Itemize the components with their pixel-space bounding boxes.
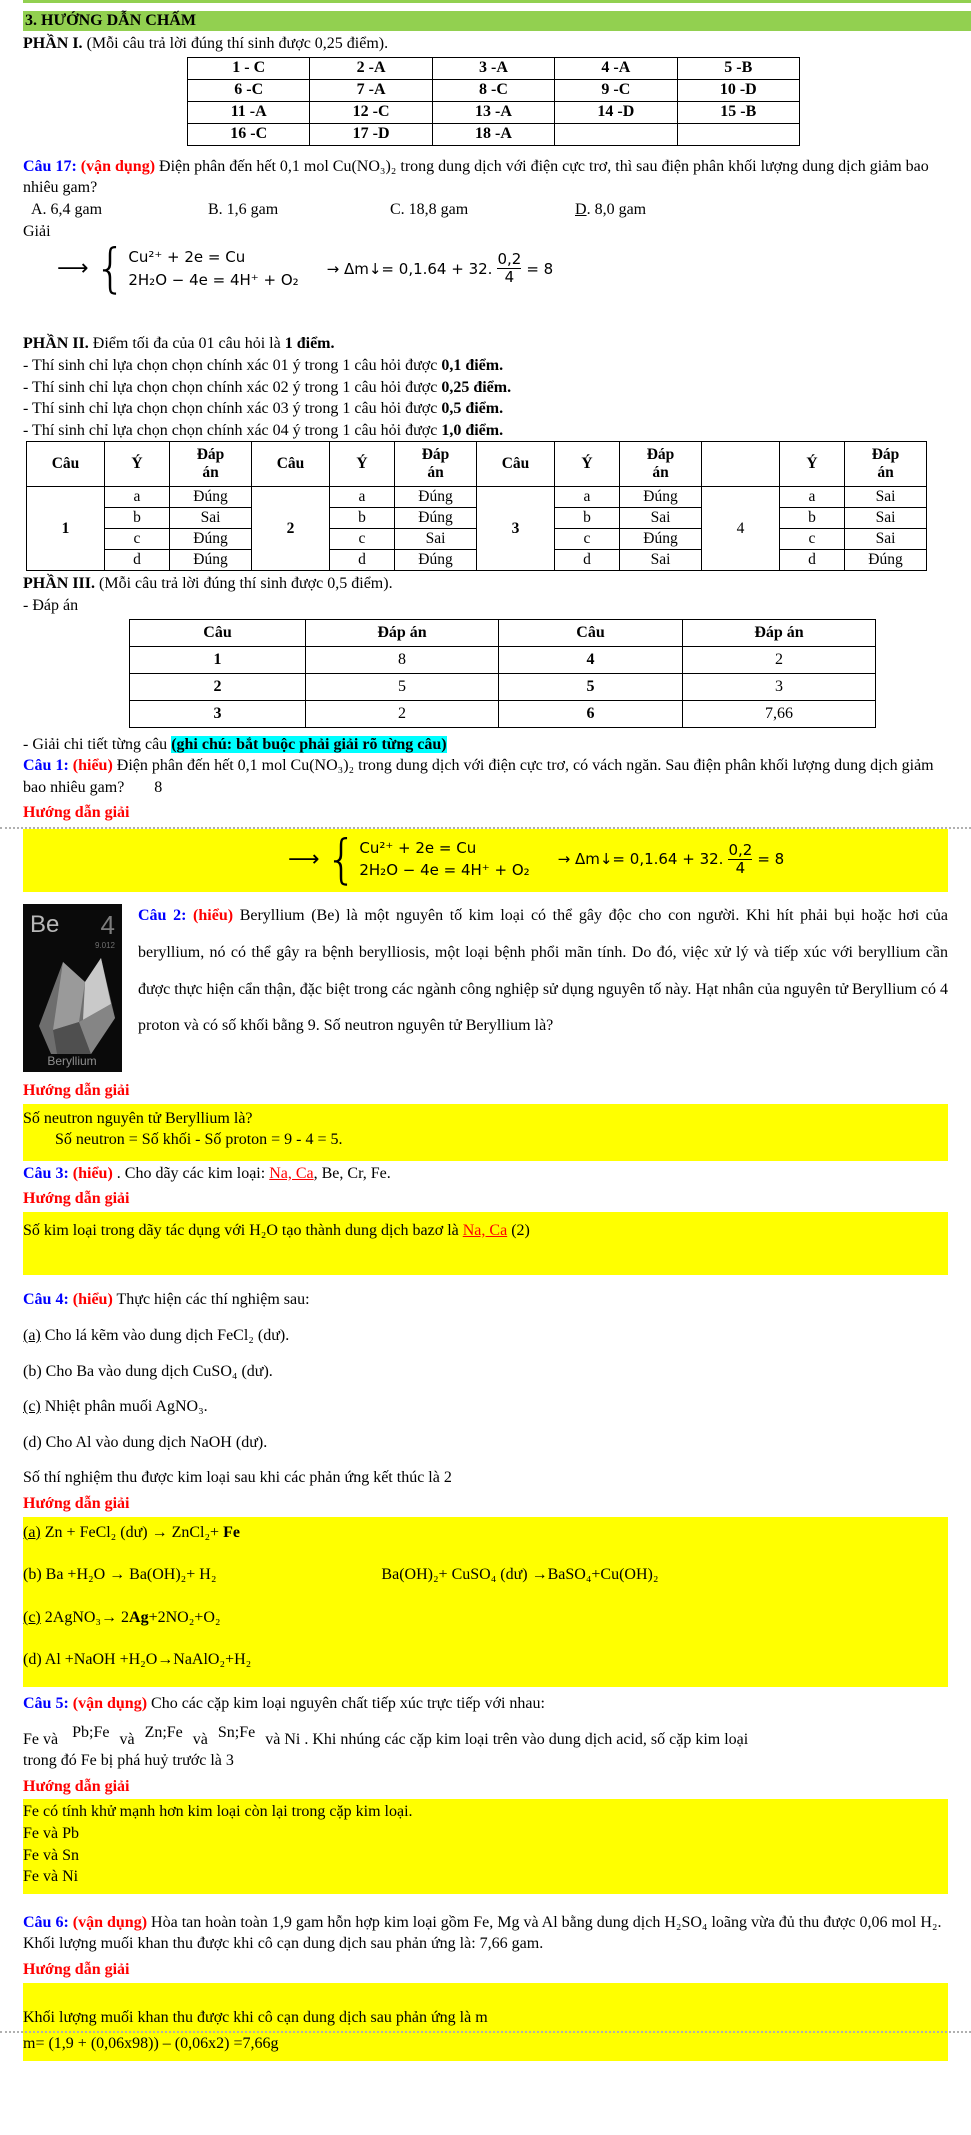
table-row [188,79,800,101]
header-line: án [427,464,444,482]
table-cell: d [780,550,845,571]
cau4-item-a [23,1325,948,1347]
header-cell [170,442,252,487]
table-cell: 5 [499,673,683,700]
cau5-line3: trong đó Fe bị phá huỷ trước là 3 [23,1752,234,1770]
table-cell: 5 -B [677,57,799,79]
table-cell: 6 -C [188,79,310,101]
phan3-heading [23,573,948,595]
header-line: án [877,464,894,482]
table-cell: 4 [499,646,683,673]
cau5-question [23,1693,948,1715]
table-row [27,487,927,508]
table-cell: 11 -A [188,101,310,123]
cau5-solution-line: Fe và Pb [23,1824,79,1842]
equation-line2: 2H₂O − 4e = 4H⁺ + O₂ [359,861,530,880]
cau5-solution-line: Fe có tính khử mạnh hơn kim loại còn lại trong cặp kim loại. [23,1803,413,1821]
header-cell [395,442,477,487]
cau17-label: Câu 17: [23,157,77,175]
cau6-solution-block [23,1983,948,2061]
item-a-marker: (a) [23,1327,41,1345]
table-cell: 3 -A [432,57,554,79]
table-cell: Đúng [170,487,252,508]
table-row [188,101,800,123]
table-cell: 17 -D [310,123,432,145]
pair-sn-fe: Sn;Fe [217,1723,256,1741]
cau17-question [23,156,948,199]
cau6-text: Hòa tan hoàn toàn 1,9 gam hỗn hợp kim loại gồm Fe, Mg và Al bằng dung dịch H₂SO₄ loãng vừa đủ thu được 0,06 mol H₂. Khối lượng muối khan thu được khi cô cạn dung dịch sau phản ứng là: 7,66 gam. [23,1913,942,1953]
option-c: C. 18,8 gam [390,200,469,218]
bullet-points: 1,0 điểm. [441,421,504,439]
option-b: B. 1,6 gam [208,200,279,218]
cau3-sol-pre: Số kim loại trong dãy tác dụng với H₂O tạo thành dung dịch bazơ là [23,1221,463,1239]
table-cell: 8 [306,646,499,673]
cau4-item-b: (b) Cho Ba vào dung dịch CuSO₄ (dư). [23,1362,273,1380]
table-row [188,123,800,145]
bullet-points: 0,1 điểm. [441,356,504,374]
long-arrow: ⟶ [57,256,89,282]
cau-number: 1 [27,487,105,571]
table-cell: Đúng [395,550,477,571]
table-cell: Sai [845,508,927,529]
electrolysis-equation [57,237,948,299]
table-cell: 2 -A [310,57,432,79]
table-cell: 3 [683,673,876,700]
equation-tail: = 8 [526,259,554,278]
beryllium-element-image [23,904,122,1072]
huong-dan-giai: Hướng dẫn giải [23,1190,130,1208]
table-cell: 1 [130,646,306,673]
cau2-solution-block [23,1104,948,1161]
option-a: A. 6,4 gam [31,200,103,218]
table-cell: 7,66 [683,700,876,727]
electrolysis-equation [288,828,948,890]
cau3-label: Câu 3: [23,1164,69,1182]
huong-dan-giai: Hướng dẫn giải [23,1081,130,1099]
cau1-solution-block [23,829,948,892]
equation-line2: 2H₂O − 4e = 4H⁺ + O₂ [128,270,299,289]
cau5-part: và [192,1730,208,1748]
header-cell: Ý [780,442,845,487]
table-row [130,700,876,727]
table-row [130,646,876,673]
top-green-strip [23,0,971,3]
cau6-solution-line1: Khối lượng muối khan thu được khi cô cạn dung dịch sau phản ứng là m [23,2008,488,2026]
cau2-text: Beryllium (Be) là một nguyên tố kim loại có thể gây độc cho con người. Khi hít phải bụi hoặc hơi của beryllium, nó có thể gây ra bệnh berylliosis, một loại bệnh phổi mãn tính. Do đó, việc xử lý và tiếp xúc với beryllium cần được thực hiện cẩn thận, đặc biệt trong các ngành công nghiệp sử dụng nguyên tố này. Hạt nhân của nguyên tử Beryllium có 4 proton và có số khối bằng 9. Số neutron nguyên tử Beryllium là? [138,906,949,1035]
table-cell: Sai [845,487,927,508]
table-cell: c [105,529,170,550]
huong-dan-giai: Hướng dẫn giải [23,1495,130,1513]
table-cell: 2 [130,673,306,700]
be-number-text: 4 [100,909,115,940]
table-cell: Đúng [395,487,477,508]
cau2-section [23,898,948,1076]
header-cell: Ý [105,442,170,487]
cau3-solution-block [23,1212,948,1276]
phan2-bullet [23,420,948,442]
table-cell: Sai [620,508,702,529]
phan3-label: PHẦN III. [23,575,96,593]
cau17-text: Điện phân đến hết 0,1 mol Cu(NO₃)₂ trong dung dịch với điện cực trơ, thì sau điện phân khối lượng dung dịch giảm bao nhiêu gam? [23,157,929,197]
detail-note-highlight: (ghi chú: bắt buộc phải giải rõ từng câu) [171,735,447,753]
phan3-dapan-line: - Đáp án [23,596,79,614]
fraction-numerator: 0,2 [728,840,753,859]
table-cell: 16 -C [188,123,310,145]
bullet-points: 0,5 điểm. [441,400,504,418]
be-symbol-text: Be [30,910,60,938]
header-line: án [652,464,669,482]
reaction-c-rest: +2NO₂+O₂ [148,1608,221,1626]
cau4-label: Câu 4: [23,1291,69,1309]
phan1-answer-table [187,57,800,146]
equation-system [128,246,298,291]
detail-note-pre: - Giải chi tiết từng câu [23,735,172,753]
huong-dan-giai: Hướng dẫn giải [23,1960,130,1978]
header-line: Đáp [196,446,225,464]
table-cell: b [780,508,845,529]
cau1-question [23,755,948,798]
table-header-row [130,619,876,646]
bullet-text: - Thí sinh chỉ lựa chọn chọn chính xác 02 ý trong 1 câu hỏi được [23,378,442,396]
cau4-item-d: (d) Cho Al vào dung dịch NaOH (dư). [23,1433,268,1451]
header-cell: Câu [499,619,683,646]
cau6-tag: (vận dụng) [68,1913,148,1931]
table-cell: 14 -D [555,101,677,123]
detail-note [23,734,948,756]
table-cell: d [555,550,620,571]
cau17-options [23,201,948,219]
table-cell: 2 [306,700,499,727]
cau6-label: Câu 6: [23,1913,69,1931]
reaction-b [23,1559,948,1602]
cau5-label: Câu 5: [23,1695,69,1712]
table-cell: 2 [683,646,876,673]
table-cell: 10 -D [677,79,799,101]
table-cell: Sai [170,508,252,529]
header-cell: Câu [27,442,105,487]
fraction-numerator: 0,2 [497,250,522,269]
header-cell: Câu [252,442,330,487]
table-cell: Đúng [395,508,477,529]
fraction-denominator: 4 [728,859,752,877]
table-cell: 5 [306,673,499,700]
equation-system [359,837,529,882]
section-heading-text: 3. HƯỚNG DẪN CHẤM [25,12,196,29]
cau4-item-c [23,1396,948,1418]
bullet-text: - Thí sinh chỉ lựa chọn chọn chính xác 01 ý trong 1 câu hỏi được [23,356,442,374]
option-d [575,201,646,219]
fraction [728,842,752,878]
header-cell [845,442,927,487]
cau1-tag: (hiểu) [68,757,113,775]
table-cell: 6 [499,700,683,727]
table-cell: 7 -A [310,79,432,101]
phan2-bullet [23,377,948,399]
cau4-section [23,1289,948,1489]
cau2-solution-line1: Số neutron nguyên tử Beryllium là? [23,1109,253,1127]
long-arrow: ⟶ [288,846,320,872]
table-cell: c [780,529,845,550]
cau3-question [23,1163,948,1185]
option-d-letter: D [575,200,587,218]
table-cell: d [105,550,170,571]
table-cell: 13 -A [432,101,554,123]
item-c-marker: (c) [23,1398,41,1416]
header-cell-empty [702,442,780,487]
cau5-tag: (vận dụng) [68,1695,148,1712]
table-cell: a [780,487,845,508]
cau2-tag: (hiểu) [186,906,234,924]
table-cell: 18 -A [432,123,554,145]
reaction-b-eq2: Ba(OH)₂+ CuSO₄ (dư) →BaSO₄+Cu(OH)₂ [381,1566,659,1584]
cau4-tag: (hiểu) [68,1291,113,1309]
table-cell: a [555,487,620,508]
phan2-bullet [23,398,948,420]
cau17-tag: (vận dụng) [76,157,156,175]
cau-number: 4 [702,487,780,571]
cau3-metals-underlined: Na, Ca [269,1164,314,1182]
cau2-question [23,898,948,1045]
cau4-solution-block [23,1517,948,1687]
fraction [497,251,521,287]
phan2-label: PHẦN II. [23,335,89,353]
phan1-label: PHẦN I. [23,35,83,52]
cau1-label: Câu 1: [23,757,69,775]
cau6-question [23,1912,948,1955]
table-cell: c [555,529,620,550]
table-cell: Đúng [170,550,252,571]
reaction-d: (d) Al +NaOH +H₂O→NaAlO₂+H₂ [23,1651,252,1669]
table-cell [555,123,677,145]
table-cell: Sai [845,529,927,550]
reaction-c-marker: (c) [23,1608,41,1626]
header-line: Đáp [871,446,900,464]
reaction-c [23,1602,948,1645]
phan2-heading [23,333,948,355]
cau2-solution-line2: Số neutron = Số khối - Số proton = 9 - 4 = 5. [55,1131,343,1149]
table-cell: 12 -C [310,101,432,123]
cau2-label: Câu 2: [138,906,187,924]
header-line: Đáp [421,446,450,464]
table-cell: 15 -B [677,101,799,123]
header-cell: Ý [555,442,620,487]
table-cell: a [105,487,170,508]
header-cell: Câu [477,442,555,487]
cau6-solution-line2: m= (1,9 + (0,06x98)) – (0,06x2) =7,66g [23,2035,279,2053]
table-cell [677,123,799,145]
reaction-a [23,1517,948,1560]
cau3-solution-line [23,1220,948,1242]
table-cell: a [330,487,395,508]
header-line: Đáp [646,446,675,464]
reaction-c-product: Ag [129,1608,149,1626]
option-d-rest: . 8,0 gam [586,200,647,218]
be-mass-text: 9.012 [94,940,115,950]
item-c-text: Nhiệt phân muối AgNO₃. [40,1398,208,1416]
table-header-row [27,442,927,487]
fraction-denominator: 4 [497,268,521,286]
table-cell: Đúng [170,529,252,550]
cau-number: 3 [477,487,555,571]
cau5-solution-block [23,1799,948,1893]
cau5-part: và Ni . Khi nhúng các cặp kim loại trên vào dung dịch acid, số cặp kim loại [265,1730,749,1748]
section-heading-bar [23,11,971,31]
cau-number: 2 [252,487,330,571]
reaction-a-marker: (a) [23,1523,41,1541]
table-cell: d [330,550,395,571]
cau5-part: Fe và [23,1730,63,1748]
brace-glyph: { [94,237,127,299]
table-cell: 8 -C [432,79,554,101]
table-cell: b [330,508,395,529]
cau3-tag: (hiểu) [68,1164,113,1182]
equation-line1: Cu²⁺ + 2e = Cu [128,248,246,267]
equation-tail: = 8 [757,850,785,869]
table-cell: Đúng [620,487,702,508]
reaction-a-text: Zn + FeCl₂ (dư) → ZnCl₂+ [40,1523,224,1541]
equation-mid: → Δm↓= 0,1.64 + 32. [326,259,493,278]
phan1-heading [23,33,948,55]
be-caption-text: Beryllium [47,1053,97,1068]
cau4-question [23,1289,948,1311]
reaction-a-product: Fe [223,1523,240,1541]
table-row [188,57,800,79]
table-row [130,673,876,700]
table-cell: Đúng [845,550,927,571]
cau3-post: , Be, Cr, Fe. [313,1164,391,1182]
equation-line1: Cu²⁺ + 2e = Cu [359,838,477,857]
equation-mid: → Δm↓= 0,1.64 + 32. [557,850,724,869]
table-cell: b [105,508,170,529]
table-cell: b [555,508,620,529]
header-line: án [202,464,219,482]
pair-zn-fe: Zn;Fe [144,1723,183,1741]
cau1-answer: 8 [154,778,163,796]
cau5-part: và [119,1730,135,1748]
phan2-bullet [23,355,948,377]
table-cell: 1 - C [188,57,310,79]
table-cell: 3 [130,700,306,727]
table-cell: Sai [395,529,477,550]
phan1-desc: (Mỗi câu trả lời đúng thí sinh được 0,25 điểm). [82,35,389,52]
cau5-solution-line: Fe và Sn [23,1846,79,1864]
huong-dan-giai: Hướng dẫn giải [23,804,130,822]
cau1-text: Điện phân đến hết 0,1 mol Cu(NO₃)₂ trong dung dịch với điện cực trơ, có vách ngăn. Sau điện phân khối lượng dung dịch giảm bao nhiêu gam? [23,757,934,796]
table-cell: 4 -A [555,57,677,79]
phan3-answer-table [129,619,876,728]
cau5-pairs-line [23,1723,948,1751]
cau3-sol-metals: Na, Ca [462,1221,508,1239]
phan2-intro: Điểm tối đa của 01 câu hỏi là [88,335,285,353]
item-a-text: Cho lá kẽm vào dung dịch FeCl₂ (dư). [40,1327,290,1345]
header-cell: Ý [330,442,395,487]
cau4-text: Thực hiện các thí nghiệm sau: [112,1291,310,1309]
table-cell: c [330,529,395,550]
reaction-b-eq1: (b) Ba +H₂O → Ba(OH)₂+ H₂ [23,1566,217,1584]
header-cell: Đáp án [683,619,876,646]
cau3-sol-post: (2) [507,1221,530,1239]
bullet-text: - Thí sinh chỉ lựa chọn chọn chính xác 04 ý trong 1 câu hỏi được [23,421,442,439]
cau5-solution-line: Fe và Ni [23,1868,79,1886]
cau3-pre: . Cho dãy các kim loại: [112,1164,270,1182]
huong-dan-giai: Hướng dẫn giải [23,1777,130,1795]
phan2-intro-bold: 1 điểm. [284,335,335,353]
header-cell [620,442,702,487]
phan2-answer-table [26,441,927,571]
table-cell: Sai [620,550,702,571]
header-cell: Đáp án [306,619,499,646]
pair-pb-fe: Pb;Fe [72,1723,110,1741]
table-cell: Đúng [620,529,702,550]
table-cell: 9 -C [555,79,677,101]
bullet-text: - Thí sinh chỉ lựa chọn chọn chính xác 03 ý trong 1 câu hỏi được [23,400,442,418]
cau5-text: Cho các cặp kim loại nguyên chất tiếp xúc trực tiếp với nhau: [147,1695,545,1712]
cau4-summary: Số thí nghiệm thu được kim loại sau khi các phản ứng kết thúc là 2 [23,1469,452,1487]
phan3-desc: (Mỗi câu trả lời đúng thí sinh được 0,5 điểm). [95,575,393,593]
reaction-c-text: 2AgNO₃→ 2 [40,1608,130,1626]
header-cell: Câu [130,619,306,646]
bullet-points: 0,25 điểm. [441,378,512,396]
giai-label: Giải [23,222,51,240]
brace-glyph: { [325,828,358,890]
